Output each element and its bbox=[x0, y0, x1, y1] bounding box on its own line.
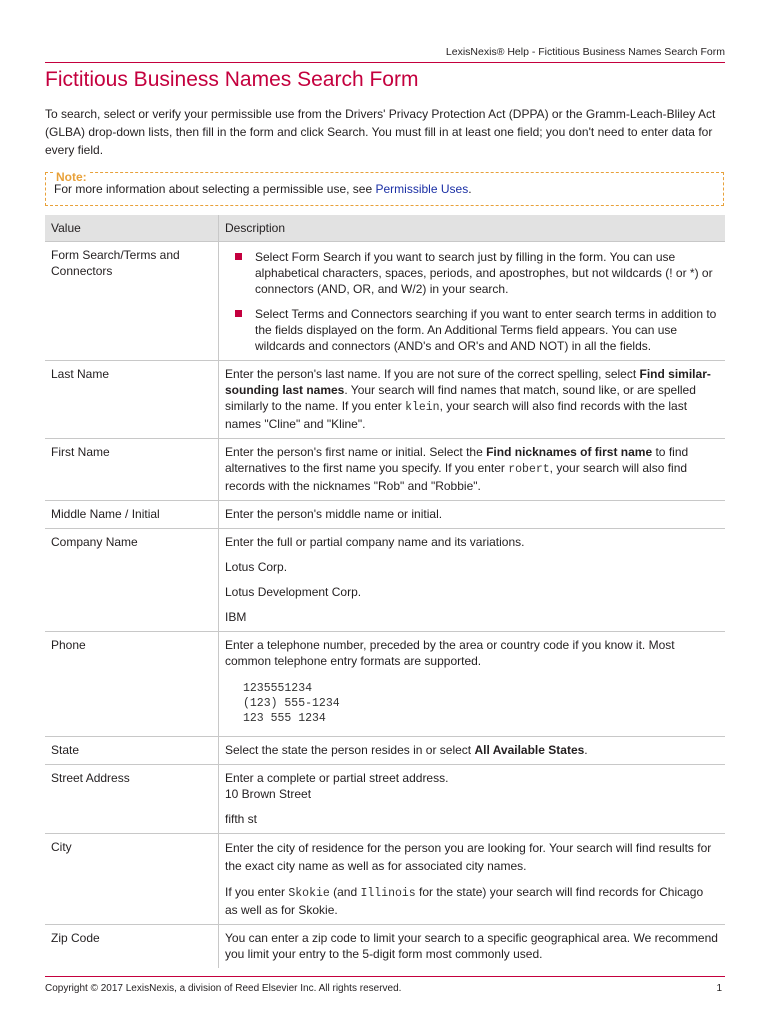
fields-table bbox=[45, 215, 725, 968]
desc-text: (and bbox=[329, 885, 361, 899]
desc-text: Enter a complete or partial street address. bbox=[225, 771, 449, 785]
list-item bbox=[225, 306, 719, 354]
row-value: Phone bbox=[45, 632, 219, 737]
example-code: robert bbox=[508, 463, 550, 476]
intro-paragraph: To search, select or verify your permissible use from the Drivers' Privacy Protection Act (DPPA) or the Gramm-Leach-Bliley Act (GLBA) drop-down lists, then fill in the form and click Search. You must fill in at least one field; you don't need to enter data for every field. bbox=[45, 107, 716, 157]
desc-text: . Your search will find names that match, sound like, or are spelled similarly to the name. If you enter bbox=[225, 383, 696, 413]
example-code: Skokie bbox=[288, 887, 330, 900]
table-row bbox=[45, 834, 725, 925]
desc-text: Enter a telephone number, preceded by the area or country code if you know it. Most common telephone entry formats are supported. bbox=[225, 638, 675, 668]
note-box bbox=[45, 172, 724, 206]
row-value: Street Address bbox=[45, 765, 219, 834]
bullet-square-icon bbox=[235, 310, 242, 317]
table-row bbox=[45, 439, 725, 501]
row-value: Middle Name / Initial bbox=[45, 501, 219, 529]
running-header: LexisNexis® Help - Fictitious Business Names Search Form bbox=[445, 46, 725, 58]
table-row bbox=[45, 501, 725, 529]
bullet-square-icon bbox=[235, 253, 242, 260]
desc-text: . bbox=[584, 743, 588, 757]
bullet-text: Select Terms and Connectors searching if you want to enter search terms in addition to the fields displayed on the form. An Additional Terms field appears. You can use wildcards and connectors (AND's and OR's and AND NOT) in all the fields. bbox=[255, 307, 717, 353]
row-value: State bbox=[45, 737, 219, 765]
table-row bbox=[45, 765, 725, 834]
description-column-header: Description bbox=[219, 215, 726, 242]
table-row bbox=[45, 632, 725, 737]
page-number: 1 bbox=[716, 983, 722, 994]
desc-text: Enter the person's first name or initial. Select the bbox=[225, 445, 487, 459]
permissible-uses-link[interactable]: Permissible Uses bbox=[375, 182, 469, 196]
desc-text: If you enter bbox=[225, 885, 289, 899]
bullet-list bbox=[225, 249, 719, 354]
row-value: Form Search/Terms and Connectors bbox=[45, 242, 219, 361]
row-description bbox=[219, 529, 726, 632]
row-description bbox=[219, 765, 726, 834]
desc-text: Select the state the person resides in or select bbox=[225, 743, 475, 757]
desc-text: Enter the person's last name. If you are not sure of the correct spelling, select bbox=[225, 367, 640, 381]
example-text: IBM bbox=[225, 610, 247, 624]
desc-text: , your search will also find records with the nicknames "Rob" and "Robbie". bbox=[225, 461, 688, 493]
example-code: 123 555 1234 bbox=[243, 712, 326, 725]
phone-examples bbox=[243, 681, 719, 726]
example-text: Lotus Development Corp. bbox=[225, 585, 362, 599]
table-row bbox=[45, 737, 725, 765]
desc-text: , your search will also find records with the last names "Cline" and "Kline". bbox=[225, 399, 688, 431]
example-text: fifth st bbox=[225, 812, 258, 826]
desc-text: for the state) your search will find records for Chicago as well as for Skokie. bbox=[225, 885, 704, 917]
note-text-before: For more information about selecting a permissible use, see bbox=[54, 182, 376, 196]
footer-divider bbox=[45, 976, 725, 977]
row-description: You can enter a zip code to limit your search to a specific geographical area. We recommend you limit your entry to the 5-digit form most commonly used. bbox=[219, 925, 726, 969]
table-row bbox=[45, 529, 725, 632]
row-value: Last Name bbox=[45, 361, 219, 439]
table-header-row bbox=[45, 215, 725, 242]
example-code: (123) 555-1234 bbox=[243, 697, 340, 710]
desc-text: Enter the full or partial company name and its variations. bbox=[225, 535, 525, 549]
note-text-after: . bbox=[468, 182, 472, 196]
desc-text: Enter the city of residence for the person you are looking for. Your search will find results for the exact city name as well as for associated city names. bbox=[225, 841, 712, 873]
example-text: 10 Brown Street bbox=[225, 787, 312, 801]
header-divider bbox=[45, 62, 725, 63]
row-value: City bbox=[45, 834, 219, 925]
table-row bbox=[45, 361, 725, 439]
list-item bbox=[225, 249, 719, 297]
row-description: Enter the person's middle name or initial. bbox=[219, 501, 726, 529]
bullet-text: Select Form Search if you want to search just by filling in the form. You can use alphabetical characters, spaces, periods, and apostrophes, but not wildcards (! or *) or connectors (AND, OR, and W/2) in your search. bbox=[255, 250, 713, 296]
option-name: Find similar-sounding last names bbox=[225, 367, 711, 397]
copyright-text: Copyright © 2017 LexisNexis, a division of Reed Elsevier Inc. All rights reserved. bbox=[45, 983, 402, 994]
example-code: Illinois bbox=[360, 887, 416, 900]
note-label: Note: bbox=[56, 170, 87, 184]
row-description bbox=[219, 439, 726, 501]
row-description bbox=[219, 242, 726, 361]
row-value: Company Name bbox=[45, 529, 219, 632]
example-code: klein bbox=[405, 401, 440, 414]
note-text bbox=[54, 182, 472, 196]
row-value: First Name bbox=[45, 439, 219, 501]
table-row bbox=[45, 242, 725, 361]
row-value: Zip Code bbox=[45, 925, 219, 969]
page-title: Fictitious Business Names Search Form bbox=[45, 68, 419, 91]
desc-text bbox=[225, 884, 719, 918]
option-name: All Available States bbox=[474, 743, 585, 757]
example-code: 1235551234 bbox=[243, 682, 313, 695]
row-description bbox=[219, 737, 726, 765]
row-description bbox=[219, 361, 726, 439]
desc-text: to find alternatives to the first name you specify. If you enter bbox=[225, 445, 689, 475]
value-column-header: Value bbox=[45, 215, 219, 242]
example-text: Lotus Corp. bbox=[225, 560, 288, 574]
row-description bbox=[219, 834, 726, 925]
option-name: Find nicknames of first name bbox=[486, 445, 653, 459]
row-description bbox=[219, 632, 726, 737]
table-row bbox=[45, 925, 725, 969]
